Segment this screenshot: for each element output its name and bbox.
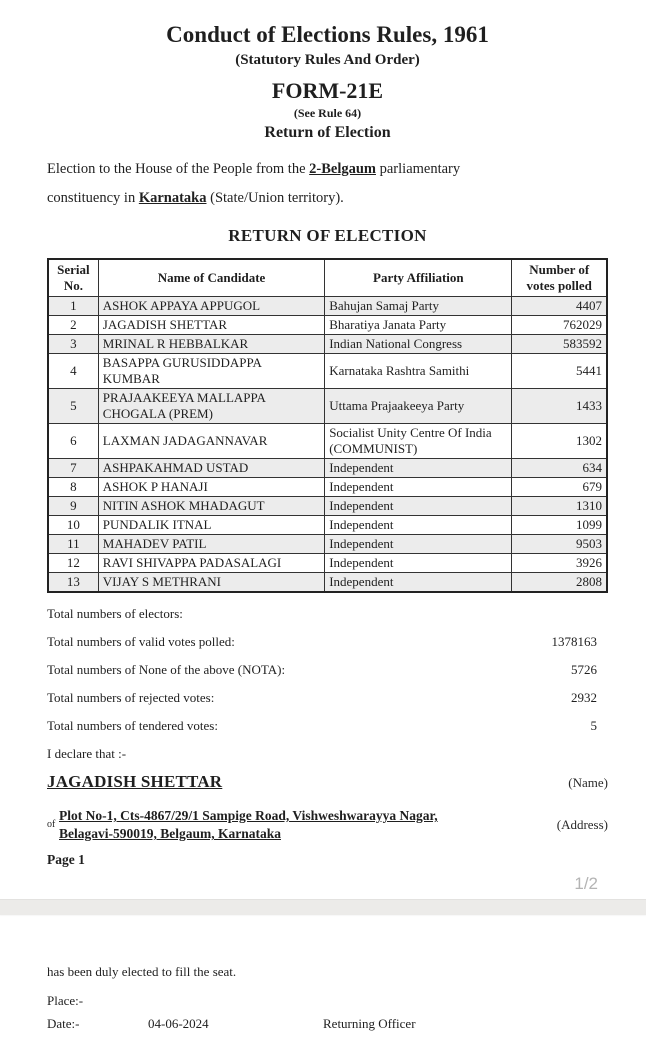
totals-value: 1378163 <box>551 634 597 649</box>
column-header-party: Party Affiliation <box>325 259 512 297</box>
cell-candidate: ASHPAKAHMAD USTAD <box>98 459 324 478</box>
cell-votes: 1310 <box>512 497 607 516</box>
page-break-divider <box>0 899 646 915</box>
table-row <box>48 335 607 354</box>
cell-candidate: NITIN ASHOK MHADAGUT <box>98 497 324 516</box>
cell-candidate: ASHOK P HANAJI <box>98 478 324 497</box>
totals-label: Total numbers of None of the above (NOTA): <box>47 662 286 677</box>
cell-votes: 9503 <box>512 535 607 554</box>
cell-serial: 9 <box>48 497 98 516</box>
cell-votes: 3926 <box>512 554 607 573</box>
cell-party: Independent <box>325 554 512 573</box>
constituency-name: 2-Belgaum <box>309 161 376 177</box>
document-viewer <box>0 21 646 1045</box>
date-row <box>47 1015 608 1033</box>
totals-section <box>47 605 608 735</box>
elected-statement: has been duly elected to fill the seat. <box>47 964 237 979</box>
declaration-intro: I declare that :- <box>47 746 127 761</box>
cell-serial: 11 <box>48 535 98 554</box>
cell-serial: 10 <box>48 516 98 535</box>
cell-candidate: MRINAL R HEBBALKAR <box>98 335 324 354</box>
declared-address <box>47 807 438 843</box>
cell-serial: 8 <box>48 478 98 497</box>
cell-candidate: ASHOK APPAYA APPUGOL <box>98 297 324 316</box>
totals-value: 2932 <box>571 690 597 705</box>
intro-line-2 <box>47 184 608 213</box>
cell-votes: 1433 <box>512 389 607 424</box>
totals-row <box>47 717 608 735</box>
cell-candidate: PUNDALIK ITNAL <box>98 516 324 535</box>
table-row <box>48 424 607 459</box>
state-name: Karnataka <box>138 190 207 206</box>
totals-row <box>47 633 608 651</box>
name-field-label: (Name) <box>568 775 608 790</box>
cell-candidate: RAVI SHIVAPPA PADASALAGI <box>98 554 324 573</box>
intro-paragraph <box>47 155 608 213</box>
cell-votes: 679 <box>512 478 607 497</box>
cell-party: Indian National Congress <box>325 335 512 354</box>
cell-serial: 6 <box>48 424 98 459</box>
cell-candidate: VIJAY S METHRANI <box>98 573 324 593</box>
viewer-page-indicator: 1/2 <box>574 874 598 893</box>
cell-serial: 2 <box>48 316 98 335</box>
cell-party: Independent <box>325 535 512 554</box>
table-row <box>48 389 607 424</box>
table-row <box>48 297 607 316</box>
column-header-serial: Serial No. <box>48 259 98 297</box>
form-subtitle: Return of Election <box>264 124 391 141</box>
table-row <box>48 554 607 573</box>
address-line-1: Plot No-1, Cts-4867/29/1 Sampige Road, Vishweshwarayya Nagar, <box>59 808 438 823</box>
cell-votes: 4407 <box>512 297 607 316</box>
totals-value: 5726 <box>571 662 597 677</box>
page-2 <box>0 963 646 1033</box>
results-table <box>47 258 608 593</box>
cell-votes: 1099 <box>512 516 607 535</box>
place-label: Place:- <box>47 993 84 1008</box>
date-label: Date:- <box>47 1016 80 1031</box>
cell-party: Bahujan Samaj Party <box>325 297 512 316</box>
cell-candidate: LAXMAN JADAGANNAVAR <box>98 424 324 459</box>
cell-party: Bharatiya Janata Party <box>325 316 512 335</box>
of-prefix: of <box>47 819 56 830</box>
cell-party: Independent <box>325 516 512 535</box>
document-subtitle: (Statutory Rules And Order) <box>235 52 420 68</box>
table-row <box>48 478 607 497</box>
date-value: 04-06-2024 <box>148 1016 209 1031</box>
table-row <box>48 354 607 389</box>
cell-party: Independent <box>325 478 512 497</box>
cell-serial: 13 <box>48 573 98 593</box>
document-title: Conduct of Elections Rules, 1961 <box>166 22 489 47</box>
cell-votes: 583592 <box>512 335 607 354</box>
declared-name-row <box>47 771 608 793</box>
cell-votes: 762029 <box>512 316 607 335</box>
results-table-body <box>48 297 607 593</box>
table-row <box>48 573 607 593</box>
intro-text: (State/Union territory). <box>206 190 344 206</box>
totals-value <box>597 605 608 623</box>
address-field-label: (Address) <box>556 817 608 832</box>
cell-serial: 4 <box>48 354 98 389</box>
declared-name: JAGADISH SHETTAR <box>47 772 223 791</box>
table-row <box>48 535 607 554</box>
declared-address-row <box>47 807 608 843</box>
totals-value: 5 <box>590 718 597 733</box>
cell-candidate: PRAJAAKEEYA MALLAPPA CHOGALA (PREM) <box>98 389 324 424</box>
page-number-label: Page 1 <box>47 852 85 867</box>
header-row <box>48 259 607 297</box>
cell-serial: 7 <box>48 459 98 478</box>
cell-candidate: JAGADISH SHETTAR <box>98 316 324 335</box>
cell-votes: 1302 <box>512 424 607 459</box>
rule-reference: (See Rule 64) <box>293 106 362 120</box>
address-line-2: Belagavi-590019, Belgaum, Karnataka <box>59 826 281 841</box>
cell-serial: 12 <box>48 554 98 573</box>
cell-party: Karnataka Rashtra Samithi <box>325 354 512 389</box>
totals-label: Total numbers of valid votes polled: <box>47 634 235 649</box>
totals-label: Total numbers of tendered votes: <box>47 718 218 733</box>
totals-row <box>47 661 608 679</box>
table-row <box>48 497 607 516</box>
cell-party: Independent <box>325 573 512 593</box>
cell-party: Independent <box>325 497 512 516</box>
results-table-header <box>48 259 607 297</box>
results-table-heading: RETURN OF ELECTION <box>228 226 427 245</box>
cell-serial: 1 <box>48 297 98 316</box>
cell-party: Socialist Unity Centre Of India (COMMUNIST) <box>325 424 512 459</box>
totals-label: Total numbers of electors: <box>47 606 183 621</box>
returning-officer-label: Returning Officer <box>323 1016 416 1031</box>
table-row <box>48 516 607 535</box>
cell-votes: 5441 <box>512 354 607 389</box>
column-header-candidate: Name of Candidate <box>98 259 324 297</box>
form-title: FORM-21E <box>271 78 384 103</box>
intro-text: parliamentary <box>376 161 461 177</box>
document-header <box>47 21 608 143</box>
cell-candidate: MAHADEV PATIL <box>98 535 324 554</box>
table-row <box>48 459 607 478</box>
cell-serial: 5 <box>48 389 98 424</box>
totals-row <box>47 605 608 623</box>
page-1 <box>0 21 646 895</box>
cell-party: Independent <box>325 459 512 478</box>
cell-votes: 634 <box>512 459 607 478</box>
intro-line-1 <box>47 155 608 184</box>
cell-serial: 3 <box>48 335 98 354</box>
cell-party: Uttama Prajaakeeya Party <box>325 389 512 424</box>
table-row <box>48 316 607 335</box>
intro-text: Election to the House of the People from the <box>47 161 310 177</box>
column-header-votes: Number of votes polled <box>512 259 607 297</box>
cell-votes: 2808 <box>512 573 607 593</box>
intro-text: constituency in <box>47 190 139 206</box>
totals-row <box>47 689 608 707</box>
totals-label: Total numbers of rejected votes: <box>47 690 215 705</box>
cell-candidate: BASAPPA GURUSIDDAPPA KUMBAR <box>98 354 324 389</box>
